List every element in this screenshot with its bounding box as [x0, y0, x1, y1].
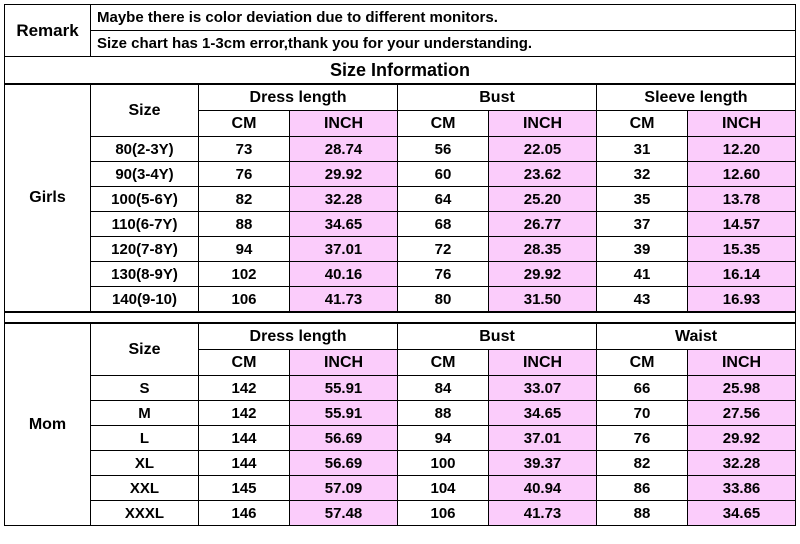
- inch-value: 12.60: [688, 162, 796, 187]
- table-row: [5, 426, 796, 451]
- inch-value: 25.98: [688, 376, 796, 401]
- inch-value: 55.91: [290, 376, 398, 401]
- cm-value: 76: [398, 262, 489, 287]
- size-cell: 110(6-7Y): [91, 212, 199, 237]
- measure-header: Dress length: [199, 324, 398, 350]
- remark-line-color: Maybe there is color deviation due to different monitors.: [91, 5, 796, 31]
- inch-value: 29.92: [290, 162, 398, 187]
- cm-value: 66: [597, 376, 688, 401]
- table-row: [5, 501, 796, 526]
- inch-value: 26.77: [489, 212, 597, 237]
- inch-value: 32.28: [290, 187, 398, 212]
- group-label: Girls: [5, 85, 91, 312]
- measure-header: Sleeve length: [597, 85, 796, 111]
- inch-value: 13.78: [688, 187, 796, 212]
- inch-value: 14.57: [688, 212, 796, 237]
- measure-header: Bust: [398, 324, 597, 350]
- inch-value: 41.73: [290, 287, 398, 312]
- cm-value: 76: [199, 162, 290, 187]
- size-cell: 100(5-6Y): [91, 187, 199, 212]
- girls-table-body: [5, 85, 796, 312]
- table-row: [5, 162, 796, 187]
- cm-value: 142: [199, 376, 290, 401]
- cm-value: 39: [597, 237, 688, 262]
- cm-value: 70: [597, 401, 688, 426]
- size-cell: L: [91, 426, 199, 451]
- cm-value: 142: [199, 401, 290, 426]
- inch-value: 41.73: [489, 501, 597, 526]
- cm-header: CM: [398, 111, 489, 137]
- size-chart: [4, 4, 796, 540]
- inch-value: 57.09: [290, 476, 398, 501]
- cm-value: 102: [199, 262, 290, 287]
- cm-value: 35: [597, 187, 688, 212]
- inch-value: 34.65: [290, 212, 398, 237]
- inch-value: 55.91: [290, 401, 398, 426]
- inch-value: 31.50: [489, 287, 597, 312]
- cm-value: 86: [597, 476, 688, 501]
- cm-value: 32: [597, 162, 688, 187]
- inch-value: 40.94: [489, 476, 597, 501]
- cm-value: 104: [398, 476, 489, 501]
- table-row: [5, 287, 796, 312]
- size-cell: S: [91, 376, 199, 401]
- size-cell: XXL: [91, 476, 199, 501]
- inch-value: 32.28: [688, 451, 796, 476]
- cm-value: 88: [597, 501, 688, 526]
- cm-value: 31: [597, 137, 688, 162]
- remark-table: [4, 4, 796, 84]
- inch-value: 37.01: [489, 426, 597, 451]
- inch-value: 56.69: [290, 451, 398, 476]
- inch-header: INCH: [290, 111, 398, 137]
- table-row: [5, 376, 796, 401]
- inch-header: INCH: [290, 350, 398, 376]
- cm-value: 60: [398, 162, 489, 187]
- size-cell: 90(3-4Y): [91, 162, 199, 187]
- measure-header: Dress length: [199, 85, 398, 111]
- remark-label: Remark: [5, 5, 91, 57]
- inch-value: 34.65: [688, 501, 796, 526]
- measure-header: Waist: [597, 324, 796, 350]
- cm-value: 144: [199, 451, 290, 476]
- cm-value: 94: [199, 237, 290, 262]
- cm-value: 106: [199, 287, 290, 312]
- size-information-title: Size Information: [5, 57, 796, 84]
- cm-value: 82: [199, 187, 290, 212]
- size-header: Size: [91, 324, 199, 376]
- table-row: [5, 401, 796, 426]
- size-cell: M: [91, 401, 199, 426]
- inch-value: 23.62: [489, 162, 597, 187]
- cm-value: 41: [597, 262, 688, 287]
- size-header: Size: [91, 85, 199, 137]
- table-row: [5, 212, 796, 237]
- inch-header: INCH: [489, 111, 597, 137]
- cm-value: 80: [398, 287, 489, 312]
- table-row: [5, 451, 796, 476]
- cm-value: 146: [199, 501, 290, 526]
- inch-value: 56.69: [290, 426, 398, 451]
- cm-value: 106: [398, 501, 489, 526]
- inch-value: 40.16: [290, 262, 398, 287]
- inch-value: 16.14: [688, 262, 796, 287]
- cm-value: 94: [398, 426, 489, 451]
- cm-header: CM: [398, 350, 489, 376]
- measure-header-row: [5, 85, 796, 111]
- measure-header: Bust: [398, 85, 597, 111]
- cm-value: 64: [398, 187, 489, 212]
- table-row: [5, 237, 796, 262]
- mom-size-table: [4, 323, 796, 526]
- inch-value: 28.35: [489, 237, 597, 262]
- cm-value: 73: [199, 137, 290, 162]
- inch-value: 22.05: [489, 137, 597, 162]
- inch-value: 29.92: [489, 262, 597, 287]
- inch-header: INCH: [489, 350, 597, 376]
- cm-header: CM: [597, 350, 688, 376]
- inch-header: INCH: [688, 111, 796, 137]
- size-cell: 140(9-10): [91, 287, 199, 312]
- inch-value: 29.92: [688, 426, 796, 451]
- cm-value: 43: [597, 287, 688, 312]
- section-divider: [4, 312, 796, 323]
- inch-value: 16.93: [688, 287, 796, 312]
- cm-header: CM: [597, 111, 688, 137]
- cm-value: 76: [597, 426, 688, 451]
- cm-value: 144: [199, 426, 290, 451]
- group-label: Mom: [5, 324, 91, 526]
- mom-table-body: [5, 324, 796, 526]
- cm-value: 145: [199, 476, 290, 501]
- measure-header-row: [5, 324, 796, 350]
- table-row: [5, 262, 796, 287]
- cm-value: 37: [597, 212, 688, 237]
- girls-size-table: [4, 84, 796, 312]
- cm-value: 68: [398, 212, 489, 237]
- inch-value: 25.20: [489, 187, 597, 212]
- size-cell: XXXL: [91, 501, 199, 526]
- cm-value: 84: [398, 376, 489, 401]
- cm-value: 56: [398, 137, 489, 162]
- table-row: [5, 137, 796, 162]
- cm-value: 82: [597, 451, 688, 476]
- inch-value: 37.01: [290, 237, 398, 262]
- inch-value: 39.37: [489, 451, 597, 476]
- inch-value: 33.86: [688, 476, 796, 501]
- remark-line-error: Size chart has 1-3cm error,thank you for your understanding.: [91, 31, 796, 57]
- cm-value: 88: [199, 212, 290, 237]
- size-cell: 130(8-9Y): [91, 262, 199, 287]
- inch-value: 27.56: [688, 401, 796, 426]
- inch-value: 12.20: [688, 137, 796, 162]
- size-cell: XL: [91, 451, 199, 476]
- size-cell: 80(2-3Y): [91, 137, 199, 162]
- cm-header: CM: [199, 350, 290, 376]
- inch-value: 57.48: [290, 501, 398, 526]
- cm-value: 72: [398, 237, 489, 262]
- inch-value: 28.74: [290, 137, 398, 162]
- cm-value: 88: [398, 401, 489, 426]
- size-cell: 120(7-8Y): [91, 237, 199, 262]
- cm-header: CM: [199, 111, 290, 137]
- cm-value: 100: [398, 451, 489, 476]
- table-row: [5, 187, 796, 212]
- inch-value: 33.07: [489, 376, 597, 401]
- inch-value: 34.65: [489, 401, 597, 426]
- table-row: [5, 476, 796, 501]
- inch-header: INCH: [688, 350, 796, 376]
- inch-value: 15.35: [688, 237, 796, 262]
